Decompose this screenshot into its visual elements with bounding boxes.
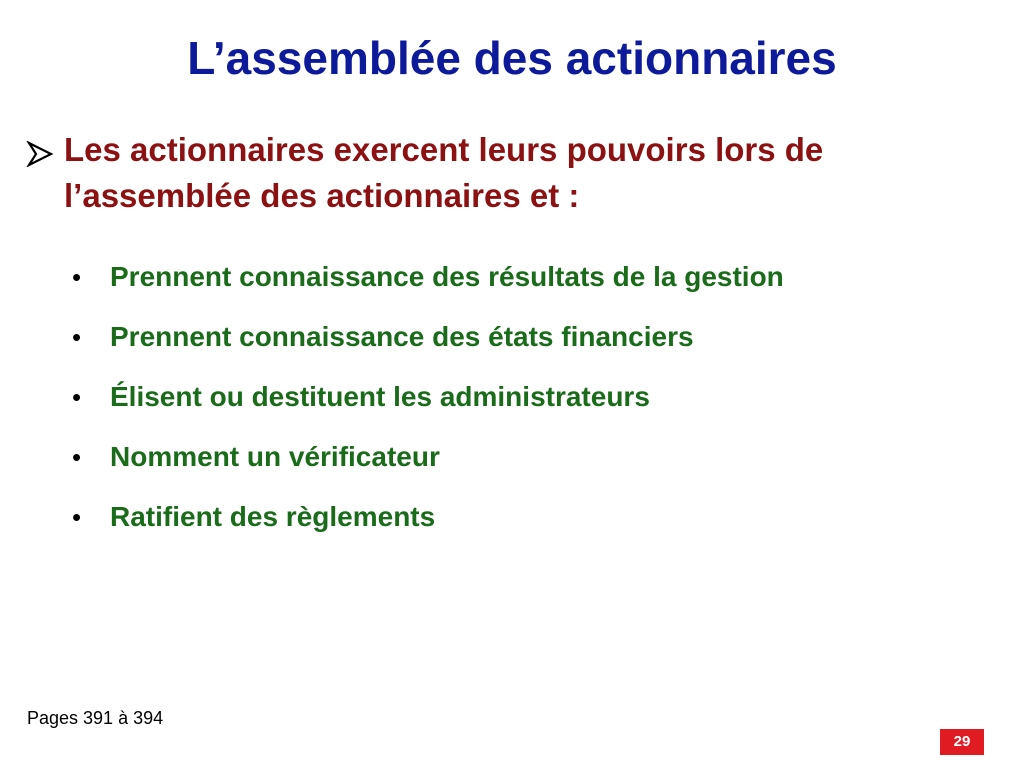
list-item — [72, 490, 784, 550]
sub-point-list — [72, 250, 784, 550]
sub-point-text: Prennent connaissance des états financiers — [110, 321, 694, 352]
main-point-text: Les actionnaires exercent leurs pouvoirs lors de l’assemblée des actionnaires et : — [64, 131, 824, 214]
bullet-dot-icon: • — [72, 262, 82, 292]
bullet-dot-icon: • — [72, 442, 82, 472]
bullet-dot-icon: • — [72, 502, 82, 532]
list-item — [72, 250, 784, 310]
arrow-bullet-icon — [26, 141, 54, 167]
sub-point-text: Prennent connaissance des résultats de la gestion — [110, 261, 784, 292]
list-item — [72, 310, 784, 370]
page-reference: Pages 391 à 394 — [27, 708, 164, 728]
slide-title: L’assemblée des actionnaires — [187, 32, 837, 84]
bullet-dot-icon: • — [72, 382, 82, 412]
sub-point-text: Ratifient des règlements — [110, 501, 436, 532]
list-item — [72, 370, 784, 430]
page-number-badge: 29 — [940, 729, 984, 755]
bullet-dot-icon: • — [72, 322, 82, 352]
main-point — [26, 127, 1006, 219]
sub-point-text: Nomment un vérificateur — [110, 441, 440, 472]
sub-point-text: Élisent ou destituent les administrateurs — [110, 381, 650, 412]
list-item — [72, 430, 784, 490]
